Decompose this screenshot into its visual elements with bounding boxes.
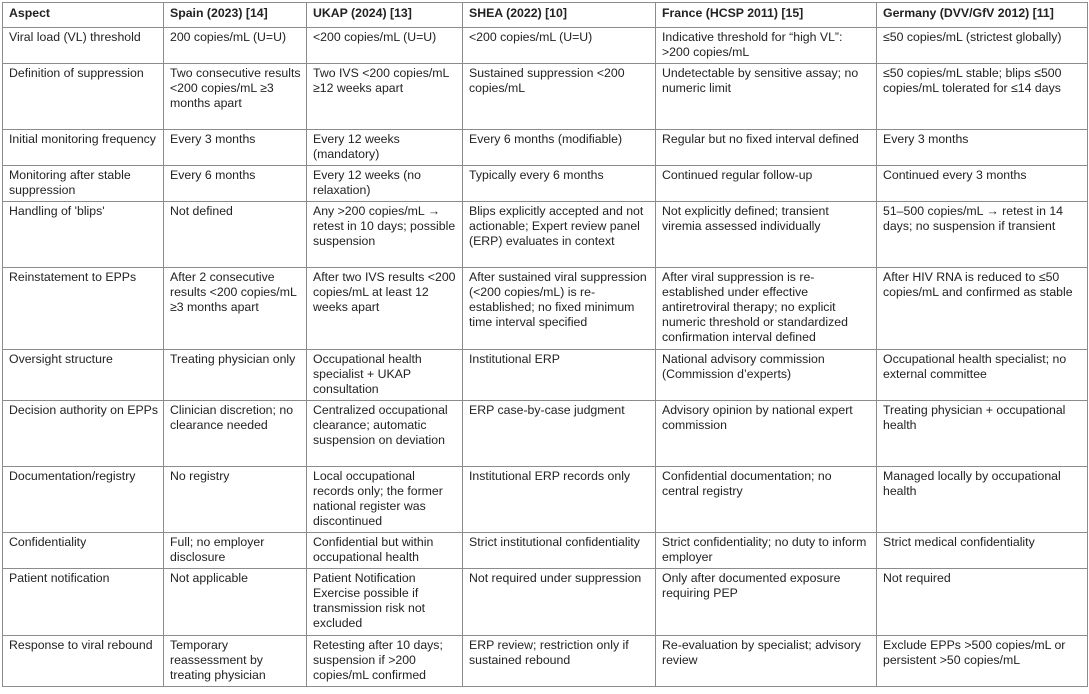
table-row — [3, 533, 1088, 569]
header-shea: SHEA (2022) [10] — [463, 3, 656, 28]
comparison-table — [2, 2, 1088, 687]
france-cell: After viral suppression is re-established under effective antiretroviral therapy; no explicit numeric threshold or standardized confirmation interval defined — [656, 268, 877, 350]
aspect-cell: Viral load (VL) threshold — [3, 28, 164, 64]
france-cell: Regular but no fixed interval defined — [656, 130, 877, 166]
germany-cell: After HIV RNA is reduced to ≤50 copies/mL and confirmed as stable — [877, 268, 1088, 350]
spain-cell: After 2 consecutive results <200 copies/mL ≥3 months apart — [164, 268, 307, 350]
france-cell: Indicative threshold for “high VL”: >200 copies/mL — [656, 28, 877, 64]
ukap-cell: Local occupational records only; the former national register was discontinued — [307, 467, 463, 533]
shea-cell: Typically every 6 months — [463, 166, 656, 202]
germany-cell: Occupational health specialist; no external committee — [877, 350, 1088, 401]
france-cell: Undetectable by sensitive assay; no numeric limit — [656, 64, 877, 130]
spain-cell: Treating physician only — [164, 350, 307, 401]
aspect-cell: Monitoring after stable suppression — [3, 166, 164, 202]
spain-cell: Full; no employer disclosure — [164, 533, 307, 569]
aspect-cell: Handling of 'blips' — [3, 202, 164, 268]
shea-cell: ERP case-by-case judgment — [463, 401, 656, 467]
aspect-cell: Oversight structure — [3, 350, 164, 401]
shea-cell: Not required under suppression — [463, 569, 656, 636]
header-aspect: Aspect — [3, 3, 164, 28]
france-cell: Only after documented exposure requiring PEP — [656, 569, 877, 636]
table-row — [3, 166, 1088, 202]
germany-cell: ≤50 copies/mL (strictest globally) — [877, 28, 1088, 64]
table-row — [3, 202, 1088, 268]
aspect-cell: Decision authority on EPPs — [3, 401, 164, 467]
ukap-cell: Retesting after 10 days; suspension if >200 copies/mL confirmed — [307, 636, 463, 687]
shea-cell: ERP review; restriction only if sustained rebound — [463, 636, 656, 687]
header-germany: Germany (DVV/GfV 2012) [11] — [877, 3, 1088, 28]
aspect-cell: Definition of suppression — [3, 64, 164, 130]
france-cell: Continued regular follow-up — [656, 166, 877, 202]
shea-cell: Institutional ERP records only — [463, 467, 656, 533]
ukap-cell: Occupational health specialist + UKAP consultation — [307, 350, 463, 401]
france-cell: National advisory commission (Commission d’experts) — [656, 350, 877, 401]
header-ukap: UKAP (2024) [13] — [307, 3, 463, 28]
spain-cell: Not applicable — [164, 569, 307, 636]
ukap-cell: After two IVS results <200 copies/mL at least 12 weeks apart — [307, 268, 463, 350]
germany-cell: Managed locally by occupational health — [877, 467, 1088, 533]
aspect-cell: Initial monitoring frequency — [3, 130, 164, 166]
ukap-cell: Two IVS <200 copies/mL ≥12 weeks apart — [307, 64, 463, 130]
aspect-cell: Patient notification — [3, 569, 164, 636]
table-row — [3, 401, 1088, 467]
ukap-cell: Every 12 weeks (mandatory) — [307, 130, 463, 166]
ukap-cell: <200 copies/mL (U=U) — [307, 28, 463, 64]
ukap-cell: Any >200 copies/mL → retest in 10 days; possible suspension — [307, 202, 463, 268]
shea-cell: Institutional ERP — [463, 350, 656, 401]
spain-cell: No registry — [164, 467, 307, 533]
aspect-cell: Confidentiality — [3, 533, 164, 569]
table-row — [3, 636, 1088, 687]
germany-cell: 51–500 copies/mL → retest in 14 days; no suspension if transient — [877, 202, 1088, 268]
header-france: France (HCSP 2011) [15] — [656, 3, 877, 28]
germany-cell: Continued every 3 months — [877, 166, 1088, 202]
spain-cell: Every 3 months — [164, 130, 307, 166]
shea-cell: Strict institutional confidentiality — [463, 533, 656, 569]
germany-cell: Exclude EPPs >500 copies/mL or persistent >50 copies/mL — [877, 636, 1088, 687]
header-spain: Spain (2023) [14] — [164, 3, 307, 28]
ukap-cell: Patient Notification Exercise possible if transmission risk not excluded — [307, 569, 463, 636]
germany-cell: Not required — [877, 569, 1088, 636]
shea-cell: Sustained suppression <200 copies/mL — [463, 64, 656, 130]
france-cell: Strict confidentiality; no duty to inform employer — [656, 533, 877, 569]
spain-cell: Not defined — [164, 202, 307, 268]
table-header-row — [3, 3, 1088, 28]
germany-cell: ≤50 copies/mL stable; blips ≤500 copies/mL tolerated for ≤14 days — [877, 64, 1088, 130]
ukap-cell: Centralized occupational clearance; automatic suspension on deviation — [307, 401, 463, 467]
france-cell: Re-evaluation by specialist; advisory review — [656, 636, 877, 687]
shea-cell: Blips explicitly accepted and not actionable; Expert review panel (ERP) evaluates in context — [463, 202, 656, 268]
spain-cell: Temporary reassessment by treating physician — [164, 636, 307, 687]
aspect-cell: Documentation/registry — [3, 467, 164, 533]
france-cell: Advisory opinion by national expert commission — [656, 401, 877, 467]
spain-cell: Every 6 months — [164, 166, 307, 202]
spain-cell: 200 copies/mL (U=U) — [164, 28, 307, 64]
france-cell: Not explicitly defined; transient viremia assessed individually — [656, 202, 877, 268]
france-cell: Confidential documentation; no central registry — [656, 467, 877, 533]
shea-cell: <200 copies/mL (U=U) — [463, 28, 656, 64]
aspect-cell: Response to viral rebound — [3, 636, 164, 687]
table-row — [3, 64, 1088, 130]
spain-cell: Clinician discretion; no clearance needed — [164, 401, 307, 467]
spain-cell: Two consecutive results <200 copies/mL ≥3 months apart — [164, 64, 307, 130]
table-row — [3, 350, 1088, 401]
table-row — [3, 467, 1088, 533]
table-row — [3, 268, 1088, 350]
ukap-cell: Every 12 weeks (no relaxation) — [307, 166, 463, 202]
aspect-cell: Reinstatement to EPPs — [3, 268, 164, 350]
shea-cell: After sustained viral suppression (<200 copies/mL) is re-established; no fixed minimum time interval specified — [463, 268, 656, 350]
germany-cell: Every 3 months — [877, 130, 1088, 166]
table-row — [3, 28, 1088, 64]
table-row — [3, 569, 1088, 636]
shea-cell: Every 6 months (modifiable) — [463, 130, 656, 166]
table-row — [3, 130, 1088, 166]
ukap-cell: Confidential but within occupational health — [307, 533, 463, 569]
germany-cell: Treating physician + occupational health — [877, 401, 1088, 467]
germany-cell: Strict medical confidentiality — [877, 533, 1088, 569]
